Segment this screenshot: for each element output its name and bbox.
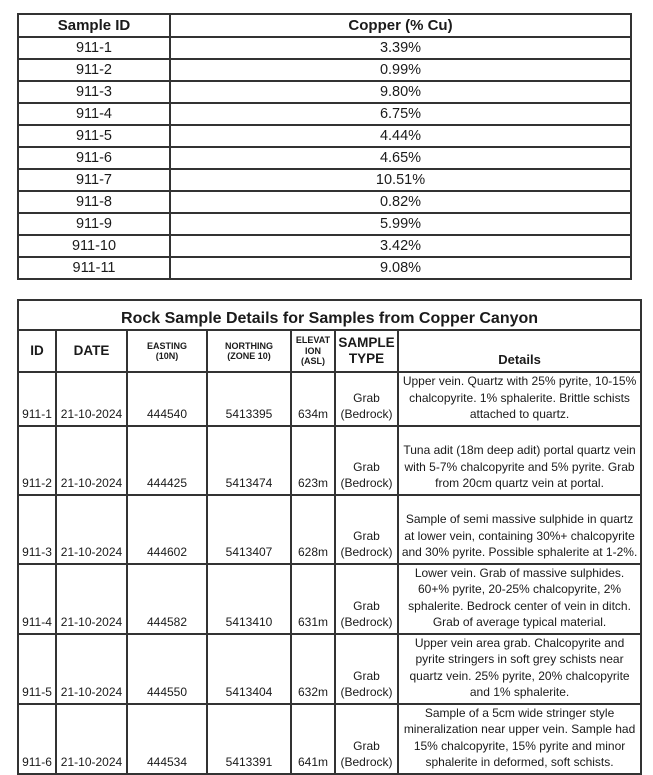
copper-value-cell: 0.99% xyxy=(170,59,631,81)
easting-cell: 444425 xyxy=(127,426,207,495)
copper-value-cell: 6.75% xyxy=(170,103,631,125)
sample-id-cell: 911-4 xyxy=(18,103,170,125)
table-row xyxy=(18,235,631,257)
table-title: Rock Sample Details for Samples from Copper Canyon xyxy=(18,300,641,330)
easting-cell: 444602 xyxy=(127,495,207,564)
sample-id-cell: 911-1 xyxy=(18,37,170,59)
header-northing: NORTHING (ZONE 10) xyxy=(207,330,291,372)
header-id: ID xyxy=(18,330,56,372)
details-cell: Sample of a 5cm wide stringer style mineralization near upper vein. Sample had 15% chalcopyrite, 15% pyrite and minor sphalerite in deformed, soft schists. xyxy=(398,704,641,774)
header-date: DATE xyxy=(56,330,127,372)
table-row xyxy=(18,213,631,235)
table-row xyxy=(18,634,641,704)
date-cell: 21-10-2024 xyxy=(56,634,127,704)
copper-value-cell: 0.82% xyxy=(170,191,631,213)
table-row xyxy=(18,147,631,169)
copper-value-cell: 3.39% xyxy=(170,37,631,59)
elevation-cell: 628m xyxy=(291,495,335,564)
table-row xyxy=(18,704,641,774)
details-cell: Tuna adit (18m deep adit) portal quartz vein with 5-7% chalcopyrite and 5% pyrite. Grab from 20cm quartz vein at portal. xyxy=(398,426,641,495)
sample-id-cell: 911-9 xyxy=(18,213,170,235)
sample-type-cell: Grab (Bedrock) xyxy=(335,704,398,774)
elevation-cell: 631m xyxy=(291,564,335,634)
table-header-row xyxy=(18,14,631,37)
table-title-row xyxy=(18,300,641,330)
details-cell: Lower vein. Grab of massive sulphides. 60+% pyrite, 20-25% chalcopyrite, 2% sphalerite. Bedrock center of vein in ditch. Grab of average typical material. xyxy=(398,564,641,634)
copper-value-cell: 4.65% xyxy=(170,147,631,169)
copper-value-cell: 9.80% xyxy=(170,81,631,103)
details-cell: Upper vein. Quartz with 25% pyrite, 10-15% chalcopyrite. 1% sphalerite. Brittle schists attached to quartz. xyxy=(398,372,641,426)
table-row xyxy=(18,81,631,103)
sample-id-cell: 911-3 xyxy=(18,81,170,103)
details-cell: Sample of semi massive sulphide in quartz at lower vein, containing 30%+ chalcopyrite and 30% pyrite. Possible sphalerite at 1-2%. xyxy=(398,495,641,564)
sample-type-cell: Grab (Bedrock) xyxy=(335,634,398,704)
rock-sample-details-table xyxy=(17,299,642,775)
id-cell: 911-4 xyxy=(18,564,56,634)
header-elevation: ELEVAT ION (ASL) xyxy=(291,330,335,372)
northing-cell: 5413404 xyxy=(207,634,291,704)
sample-id-cell: 911-10 xyxy=(18,235,170,257)
id-cell: 911-3 xyxy=(18,495,56,564)
copper-value-cell: 9.08% xyxy=(170,257,631,279)
easting-cell: 444550 xyxy=(127,634,207,704)
sample-type-cell: Grab (Bedrock) xyxy=(335,564,398,634)
northing-cell: 5413391 xyxy=(207,704,291,774)
elevation-cell: 641m xyxy=(291,704,335,774)
sample-id-cell: 911-11 xyxy=(18,257,170,279)
elevation-cell: 623m xyxy=(291,426,335,495)
sample-id-cell: 911-7 xyxy=(18,169,170,191)
header-copper-percent: Copper (% Cu) xyxy=(170,14,631,37)
copper-value-cell: 10.51% xyxy=(170,169,631,191)
id-cell: 911-5 xyxy=(18,634,56,704)
sample-id-cell: 911-8 xyxy=(18,191,170,213)
easting-cell: 444540 xyxy=(127,372,207,426)
header-sample-id: Sample ID xyxy=(18,14,170,37)
sample-id-cell: 911-6 xyxy=(18,147,170,169)
table-row xyxy=(18,103,631,125)
date-cell: 21-10-2024 xyxy=(56,426,127,495)
date-cell: 21-10-2024 xyxy=(56,372,127,426)
easting-cell: 444534 xyxy=(127,704,207,774)
details-cell: Upper vein area grab. Chalcopyrite and pyrite stringers in soft grey schists near quartz vein. 25% pyrite, 20% chalcopyrite and 1% sphalerite. xyxy=(398,634,641,704)
copper-value-cell: 3.42% xyxy=(170,235,631,257)
copper-assay-table xyxy=(17,13,632,280)
elevation-cell: 634m xyxy=(291,372,335,426)
header-details: Details xyxy=(398,330,641,372)
sample-id-cell: 911-2 xyxy=(18,59,170,81)
easting-cell: 444582 xyxy=(127,564,207,634)
table-row xyxy=(18,191,631,213)
date-cell: 21-10-2024 xyxy=(56,704,127,774)
table-row xyxy=(18,495,641,564)
sample-id-cell: 911-5 xyxy=(18,125,170,147)
header-sample-type: SAMPLE TYPE xyxy=(335,330,398,372)
header-easting: EASTING (10N) xyxy=(127,330,207,372)
table-row xyxy=(18,372,641,426)
table-row xyxy=(18,59,631,81)
elevation-cell: 632m xyxy=(291,634,335,704)
id-cell: 911-2 xyxy=(18,426,56,495)
table-row xyxy=(18,169,631,191)
copper-value-cell: 4.44% xyxy=(170,125,631,147)
table-row xyxy=(18,37,631,59)
northing-cell: 5413410 xyxy=(207,564,291,634)
sample-type-cell: Grab (Bedrock) xyxy=(335,495,398,564)
id-cell: 911-6 xyxy=(18,704,56,774)
table-row xyxy=(18,564,641,634)
table-row xyxy=(18,125,631,147)
sample-type-cell: Grab (Bedrock) xyxy=(335,372,398,426)
date-cell: 21-10-2024 xyxy=(56,564,127,634)
id-cell: 911-1 xyxy=(18,372,56,426)
table-row xyxy=(18,257,631,279)
table-header-row xyxy=(18,330,641,372)
date-cell: 21-10-2024 xyxy=(56,495,127,564)
table-row xyxy=(18,426,641,495)
northing-cell: 5413395 xyxy=(207,372,291,426)
copper-value-cell: 5.99% xyxy=(170,213,631,235)
northing-cell: 5413407 xyxy=(207,495,291,564)
sample-type-cell: Grab (Bedrock) xyxy=(335,426,398,495)
northing-cell: 5413474 xyxy=(207,426,291,495)
